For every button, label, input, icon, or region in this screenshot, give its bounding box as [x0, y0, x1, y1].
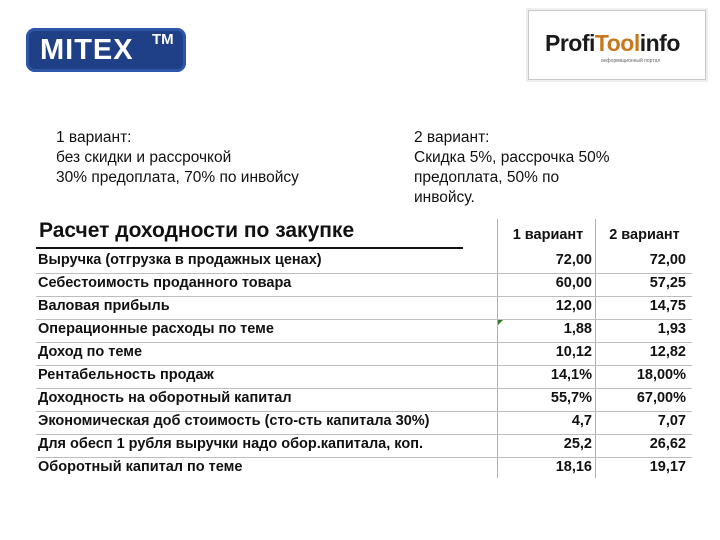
table-row: [36, 273, 692, 297]
value-variant-1: 4,7: [571, 413, 592, 429]
mitex-logo: [26, 28, 186, 72]
row-label: Выручка (отгрузка в продажных ценах): [38, 252, 322, 268]
table-row: [36, 411, 692, 435]
row-label: Валовая прибыль: [38, 298, 170, 314]
value-variant-1: 55,7%: [550, 390, 592, 406]
value-variant-2: 14,75: [649, 298, 686, 314]
table-row: [36, 365, 692, 389]
value-variant-1: 25,2: [563, 436, 592, 452]
row-label: Доход по теме: [38, 344, 143, 360]
value-variant-1: 14,1%: [550, 367, 592, 383]
table-row: [36, 388, 692, 412]
variant-1-line: 30% предоплата, 70% по инвойсу: [56, 169, 299, 186]
row-label: Доходность на оборотный капитал: [38, 390, 292, 406]
table-row: [36, 342, 692, 366]
value-variant-2: 19,17: [649, 459, 686, 475]
table-row: [36, 250, 692, 274]
value-variant-2: 67,00%: [636, 390, 686, 406]
value-variant-2: 57,25: [649, 275, 686, 291]
column-header-variant-1: 1 вариант: [512, 227, 584, 243]
row-label: Экономическая доб стоимость (сто-сть капитала 30%): [38, 413, 430, 429]
variant-2-title: 2 вариант:: [414, 129, 490, 146]
table-row: [36, 457, 692, 480]
row-label: Операционные расходы по теме: [38, 321, 274, 337]
value-variant-2: 12,82: [649, 344, 686, 360]
variant-2-line: предоплата, 50% по: [414, 169, 560, 186]
column-header-variant-2: 2 вариант: [609, 227, 680, 243]
row-label: Себестоимость проданного товара: [38, 275, 292, 291]
value-variant-2: 26,62: [649, 436, 686, 452]
value-variant-2: 18,00%: [636, 367, 686, 383]
variant-1-description: [56, 128, 299, 188]
mitex-trademark: TM: [152, 31, 174, 48]
table-row: [36, 434, 692, 458]
row-label: Оборотный капитал по теме: [38, 459, 243, 475]
variant-2-line: инвойсу.: [414, 189, 475, 206]
value-variant-1: 10,12: [555, 344, 592, 360]
profitoolinfo-logo: [528, 10, 706, 80]
value-variant-1: 1,88: [563, 321, 592, 337]
title-divider: [36, 247, 463, 249]
value-variant-1: 60,00: [555, 275, 592, 291]
value-variant-2: 7,07: [657, 413, 686, 429]
variant-2-line: Скидка 5%, рассрочка 50%: [414, 149, 610, 166]
variant-1-line: без скидки и рассрочкой: [56, 149, 232, 166]
row-label: Для обесп 1 рубля выручки надо обор.капитала, коп.: [38, 436, 424, 452]
value-variant-1: 12,00: [555, 298, 592, 314]
value-variant-1: 72,00: [555, 252, 592, 268]
value-variant-2: 1,93: [657, 321, 686, 337]
value-variant-2: 72,00: [649, 252, 686, 268]
profitoolinfo-tagline: информационный портал: [601, 58, 661, 64]
table-title: Расчет доходности по закупке: [39, 219, 355, 242]
table-row: [36, 319, 692, 343]
row-label: Рентабельность продаж: [38, 367, 214, 383]
variant-1-title: 1 вариант:: [56, 129, 132, 146]
variant-2-description: [414, 128, 674, 208]
profitoolinfo-logo-text: ProfiToolinfo: [545, 30, 680, 56]
value-variant-1: 18,16: [555, 459, 592, 475]
table-row: [36, 296, 692, 320]
mitex-logo-text: MITEX: [40, 34, 134, 66]
